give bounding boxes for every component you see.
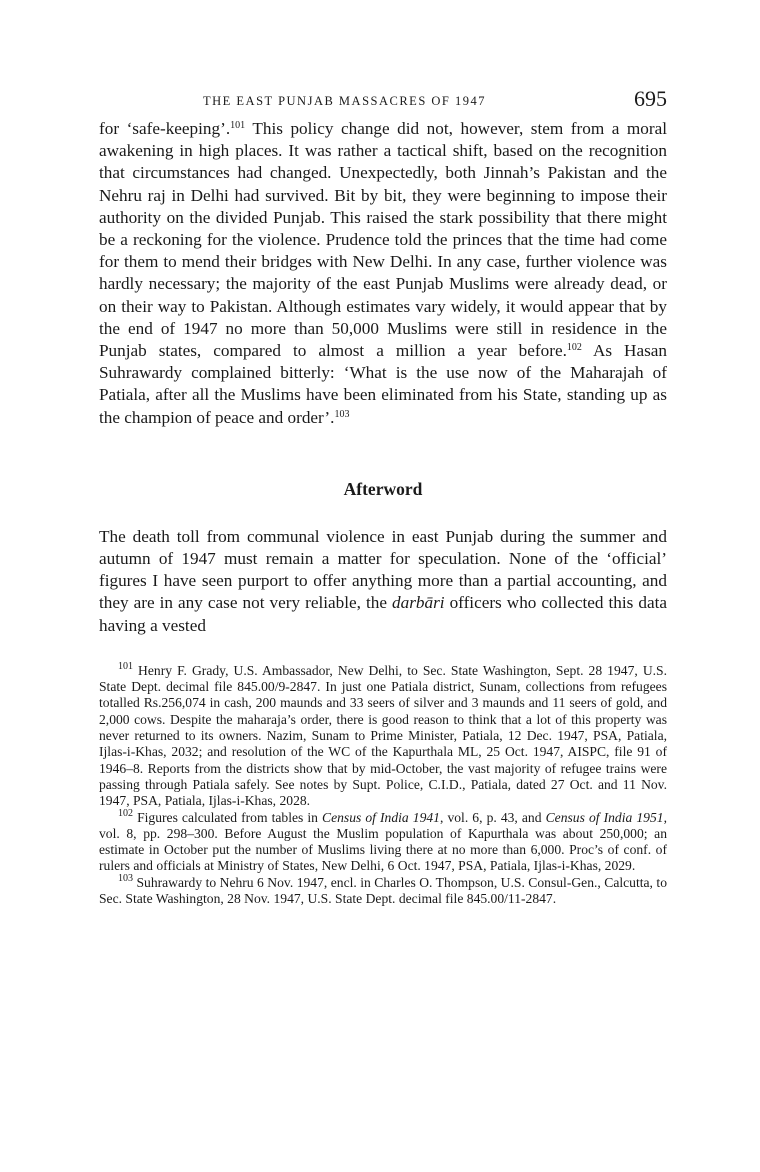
footnote-italic-title: Census of India 1951 (545, 809, 664, 825)
text-run: for ‘safe-keeping’. (99, 119, 231, 138)
text-run: This policy change did not, however, stem from a moral awakening in high places. It was rather a tactical shift, based on the recognition that circumstances had changed. Unexpectedly, both Jinnah’s Pakistan and the Nehru raj in Delhi had survived. Bit by bit, they were beginning to impose their authority on the divided Punjab. This raised the stark possibility that there might be a reckoning for the violence. Prudence told the princes that the time had come for them to mend their bridges with New Delhi. In any case, further violence was hardly necessary; the majority of the east Punjab Muslims were already dead, or on their way to Pakistan. Although estimates vary widely, it would appear that by the end of 1947 no more than 50,000 Muslims were still in residence in the Punjab states, compared to almost a million a year before. (99, 119, 668, 361)
running-head: THE EAST PUNJAB MASSACRES OF 1947 (203, 94, 486, 108)
footnote-102 (99, 807, 667, 875)
footnote-ref-102: 102 (566, 342, 582, 354)
footnote-text: , vol. 6, p. 43, and (439, 809, 546, 825)
footnotes (99, 660, 667, 907)
section-title: Afterword (343, 478, 423, 499)
footnote-ref-103: 103 (334, 408, 350, 420)
text-run: As Hasan Suhrawardy complained bitterly: ‘What is the use now of the Maharajah of Patiala, after all the Muslims have been eliminated from his State, standing up as the champion of peace and order’. (99, 341, 667, 427)
footnote-text: Figures calculated from tables in (133, 809, 323, 825)
text-run: The death toll from communal violence in east Punjab during the summer and autumn of 1947 must remain a matter for speculation. None of the ‘official’ figures I have seen purport to offer anything more than a partial accounting, and they are in any case not very reliable, the (99, 526, 667, 613)
footnote-ref-101: 101 (230, 120, 246, 131)
body-paragraph-1 (99, 118, 667, 429)
footnote-number: 102 (118, 807, 133, 819)
footnote-number: 101 (118, 660, 133, 672)
body-paragraph-2 (99, 526, 667, 637)
footnote-text: Henry F. Grady, U.S. Ambassador, New Delhi, to Sec. State Washington, Sept. 28 1947, U.S. State Dept. decimal file 845.00/9-2847. In just one Patiala district, Sunam, collections from refugees totalled Rs.256,074 in cash, 200 maunds and 33 seers of silver and 3 maunds and 11 seers of gold, and 2,000 cows. Despite the maharaja’s order, there is good reason to think that a lot of this property was never returned to its owners. Nazim, Sunam to Prime Minister, Patiala, 12 Dec. 1947, PSA, Patiala, Ijlas-i-Khas, 2032; and resolution of the WC of the Kapurthala ML, 25 Oct. 1947, AISPC, file 91 of 1946–8. Reports from the districts show that by mid-October, the vast majority of refugee trains were passing through Patiala safely. See notes by Supt. Police, C.I.D., Patiala, dated 27 Oct. and 11 Nov. 1947, PSA, Patiala, Ijlas-i-Khas, 2028. (99, 662, 667, 809)
footnote-text: , vol. 8, pp. 298–300. Before August the Muslim population of Kapurthala was about 250,000; an estimate in October put the number of Muslims living there at no more than 6,000. Proc’s of conf. of rulers and officials at Ministry of States, New Delhi, 6 Oct. 1947, PSA, Patiala, Ijlas-i-Khas, 2029. (99, 809, 667, 874)
page-header (99, 88, 667, 118)
footnote-italic-title: Census of India 1941 (322, 809, 440, 825)
page (99, 88, 667, 907)
italic-term: darbāri (392, 593, 445, 613)
text-run: officers who collected this data having a vested (99, 593, 667, 635)
footnote-103 (99, 872, 667, 908)
footnote-number: 103 (118, 872, 133, 884)
page-number: 695 (634, 86, 667, 111)
footnote-101 (99, 660, 667, 810)
footnote-text: Suhrawardy to Nehru 6 Nov. 1947, encl. in Charles O. Thompson, U.S. Consul-Gen., Calcutta, to Sec. State Washington, 28 Nov. 1947, U.S. State Dept. decimal file 845.00/11-2847. (99, 874, 667, 907)
